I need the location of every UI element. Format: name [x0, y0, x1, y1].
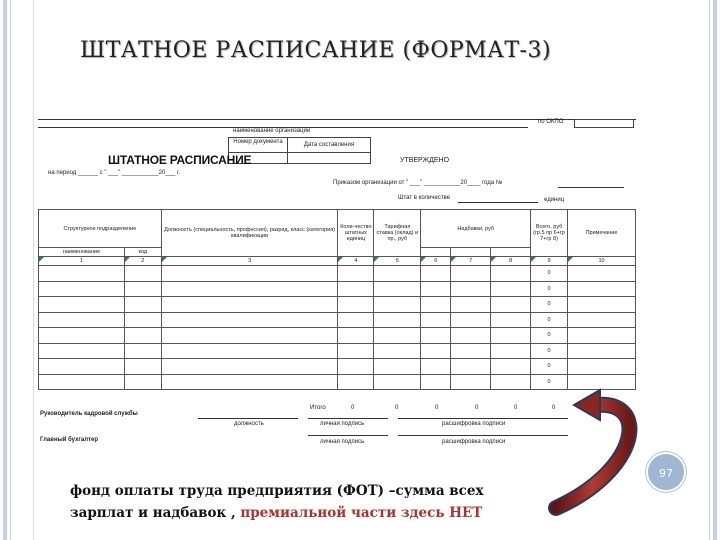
date-box: Дата составления [287, 137, 371, 153]
form-doc-title: ШТАТНОЕ РАСПИСАНИЕ [108, 153, 252, 167]
table-cell [124, 374, 161, 390]
table-cell [124, 359, 161, 375]
order-number-rule [558, 187, 624, 188]
slide-guide-line [33, 0, 34, 540]
table-cell [568, 359, 636, 375]
accountant-label: Главный бухгалтер [40, 437, 99, 443]
header-allowances: Надбавки, руб [421, 210, 531, 248]
table-cell [421, 343, 451, 359]
header-rate: Тарифная ставка (оклад) и пр., руб [374, 210, 421, 257]
sig-personal-label-2: личная подпись [320, 439, 365, 445]
slide-border-left [3, 0, 7, 540]
table-cell [39, 266, 125, 282]
table-cell [124, 328, 161, 344]
col-number-6: 6 [421, 257, 451, 266]
slide-border-right [713, 0, 717, 540]
itogo-label: Итого [310, 405, 326, 411]
header-note: Примечание [568, 210, 636, 257]
header-count: Коли-чество штатных единиц [338, 210, 374, 257]
sig-personal-label-1: личная подпись [320, 421, 365, 427]
hr-head-label: Руководитель кадровой службы [40, 411, 138, 417]
table-cell [124, 281, 161, 297]
table-cell [124, 297, 161, 313]
table-row [39, 312, 636, 328]
table-cell [568, 374, 636, 390]
itogo-rate: 0 [395, 405, 399, 411]
row-total-cell: 0 [531, 343, 568, 359]
hr-sign-rule [308, 418, 388, 419]
table-cell [491, 359, 531, 375]
allowance-col-7 [451, 248, 491, 257]
table-cell [421, 359, 451, 375]
table-cell [338, 359, 374, 375]
hr-position-rule [198, 418, 298, 419]
caption-line-2-red: премиальной части здесь НЕТ [235, 505, 483, 521]
table-cell [421, 312, 451, 328]
table-cell [374, 359, 421, 375]
table-cell [421, 297, 451, 313]
table-cell [39, 328, 125, 344]
table-cell [161, 328, 338, 344]
header-position: Должность (специальность, профессия), разряд, класс (категория) квалификации [161, 210, 338, 257]
table-cell [451, 312, 491, 328]
table-cell [39, 281, 125, 297]
table-cell [338, 266, 374, 282]
table-cell [568, 297, 636, 313]
col-number-2: 2 [124, 257, 161, 266]
sig-position-label: должность [234, 421, 264, 427]
caption-line-2 [70, 502, 484, 524]
caption [70, 480, 484, 524]
table-cell [491, 374, 531, 390]
table-cell [374, 343, 421, 359]
table-cell [491, 281, 531, 297]
doc-number-box: Номер документа [228, 137, 288, 153]
sig-decode-label-1: расшифровка подписи [442, 421, 506, 427]
table-row [39, 343, 636, 359]
table-cell [568, 328, 636, 344]
table-cell [451, 266, 491, 282]
table-cell [451, 374, 491, 390]
table-cell [421, 374, 451, 390]
itogo-allow-6: 0 [435, 405, 439, 411]
row-total-cell: 0 [531, 266, 568, 282]
itogo-count: 0 [351, 405, 355, 411]
col-number-5: 5 [374, 257, 421, 266]
table-cell [491, 312, 531, 328]
period-line: на период ______ с " ___" ___________20___ г. [48, 170, 181, 176]
order-line: Приказом организации от " ___" ___________20____ года № [333, 180, 503, 186]
table-cell [39, 312, 125, 328]
table-row [39, 297, 636, 313]
acc-sign-rule [308, 435, 388, 436]
row-total-cell: 0 [531, 281, 568, 297]
row-total-cell: 0 [531, 312, 568, 328]
table-cell [124, 312, 161, 328]
staff-count-line: Штат в количестве [398, 195, 451, 201]
slide-title: ШТАТНОЕ РАСПИСАНИЕ (ФОРМАТ-3) [80, 38, 552, 63]
staff-count-rule [458, 202, 538, 203]
caption-line-2-black: зарплат и надбавок , [70, 505, 236, 521]
table-cell [451, 281, 491, 297]
row-total-cell: 0 [531, 374, 568, 390]
table-cell [374, 374, 421, 390]
sig-decode-label-2: расшифровка подписи [442, 439, 506, 445]
table-cell [338, 374, 374, 390]
schedule-table [38, 209, 636, 390]
table-cell [568, 343, 636, 359]
table-cell [338, 328, 374, 344]
col-number-8: 8 [491, 257, 531, 266]
table-cell [338, 343, 374, 359]
org-name-label: наименование организации [233, 128, 311, 134]
allowance-col-6 [421, 248, 451, 257]
table-cell [338, 312, 374, 328]
table-row [39, 281, 636, 297]
header-code: код [124, 248, 161, 257]
col-number-4: 4 [338, 257, 374, 266]
row-total-cell: 0 [531, 297, 568, 313]
header-total: Всего, руб (гр.5 пр 6+гр 7+гр 8) [531, 210, 568, 257]
table-cell [421, 266, 451, 282]
date-value [287, 152, 371, 164]
okpo-box [574, 119, 634, 128]
table-cell [491, 266, 531, 282]
col-number-3: 3 [161, 257, 338, 266]
table-cell [491, 343, 531, 359]
table-cell [451, 328, 491, 344]
row-total-cell: 0 [531, 359, 568, 375]
table-row [39, 359, 636, 375]
org-name-rule [38, 127, 528, 128]
table-cell [124, 266, 161, 282]
table-row [39, 328, 636, 344]
col-number-10: 10 [568, 257, 636, 266]
table-cell [374, 266, 421, 282]
table-cell [568, 281, 636, 297]
slide-border-line-left [10, 0, 11, 540]
table-cell [451, 343, 491, 359]
staff-schedule-form [38, 115, 636, 460]
row-total-cell: 0 [531, 328, 568, 344]
table-cell [161, 343, 338, 359]
col-number-1: 1 [39, 257, 125, 266]
table-cell [161, 374, 338, 390]
itogo-total: 0 [552, 405, 556, 411]
hr-decode-rule [398, 418, 568, 419]
col-number-7: 7 [451, 257, 491, 266]
page-number-badge: 97 [646, 452, 686, 492]
header-name: наименование [39, 248, 125, 257]
table-cell [421, 328, 451, 344]
table-cell [491, 297, 531, 313]
table-cell [161, 281, 338, 297]
table-cell [451, 359, 491, 375]
table-cell [124, 343, 161, 359]
table-cell [39, 374, 125, 390]
table-cell [568, 266, 636, 282]
table-row [39, 374, 636, 390]
table-row [39, 266, 636, 282]
col-number-9: 9 [531, 257, 568, 266]
table-cell [374, 312, 421, 328]
allowance-col-8 [491, 248, 531, 257]
table-cell [374, 328, 421, 344]
table-cell [39, 297, 125, 313]
acc-decode-rule [398, 435, 568, 436]
itogo-allow-8: 0 [514, 405, 518, 411]
approved-label: УТВЕРЖДЕНО [400, 157, 450, 164]
table-cell [374, 297, 421, 313]
header-division: Структурное подразделение [39, 210, 162, 248]
units-label: единиц [544, 197, 565, 203]
table-cell [451, 297, 491, 313]
table-cell [374, 281, 421, 297]
table-cell [491, 328, 531, 344]
table-cell [161, 359, 338, 375]
slide-border-line-right [709, 0, 710, 540]
itogo-allow-7: 0 [475, 405, 479, 411]
table-cell [568, 312, 636, 328]
caption-line-1: фонд оплаты труда предприятия (ФОТ) –сумма всех [70, 483, 484, 499]
table-cell [338, 281, 374, 297]
table-cell [338, 297, 374, 313]
table-cell [421, 281, 451, 297]
table-cell [161, 266, 338, 282]
table-cell [161, 312, 338, 328]
table-cell [161, 297, 338, 313]
table-cell [39, 343, 125, 359]
table-cell [39, 359, 125, 375]
okpo-label: по ОКПО [538, 119, 564, 125]
